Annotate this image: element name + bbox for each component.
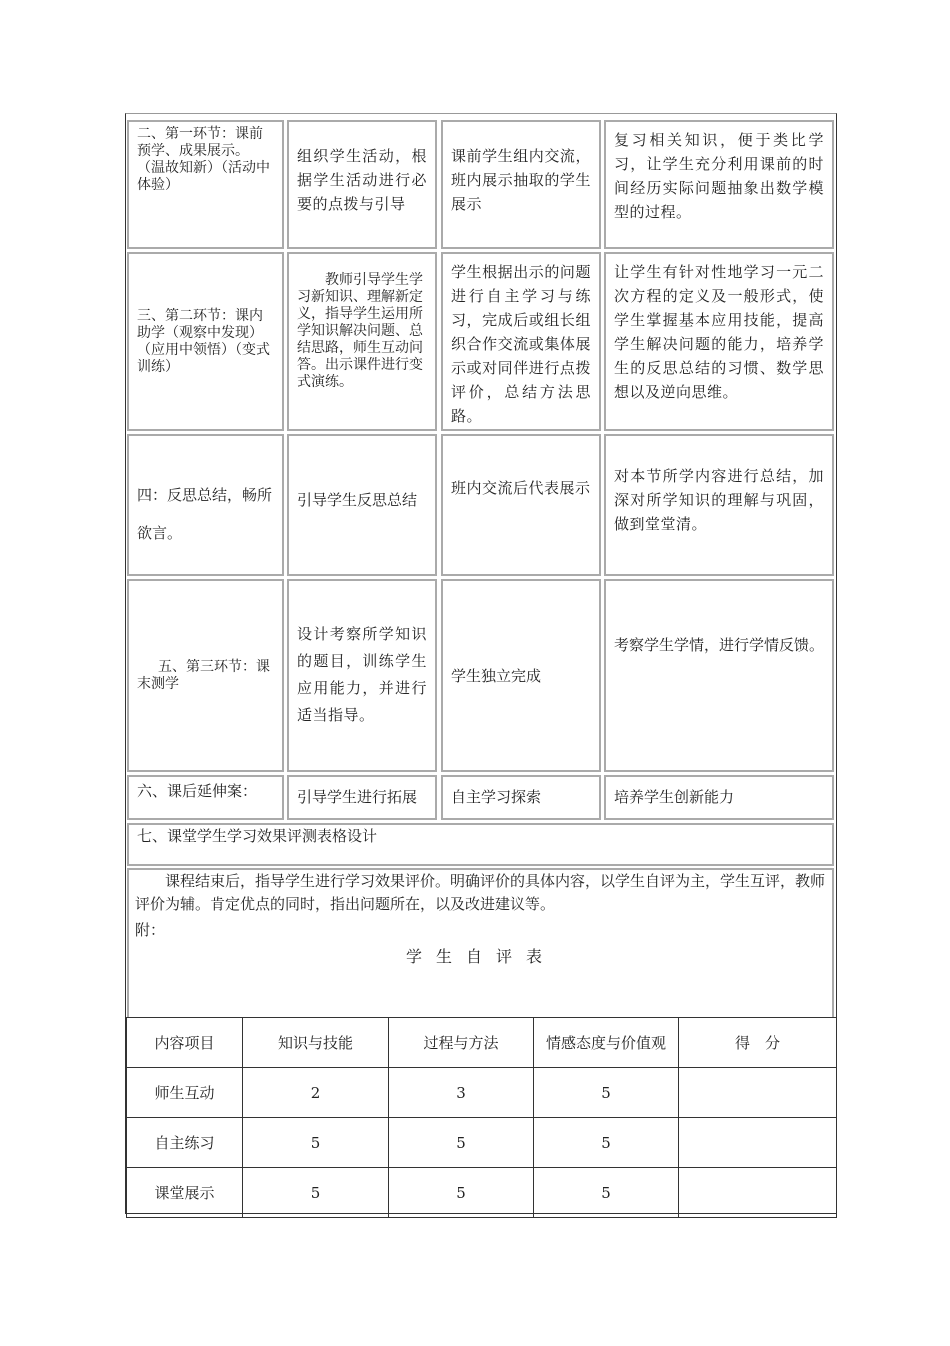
teacher-cell-3: 引导学生反思总结	[287, 434, 437, 576]
self-assessment-table	[126, 1017, 837, 1218]
teacher-cell-4: 设计考察所学知识的题目，训练学生应用能力，并进行适当指导。	[287, 579, 437, 772]
score-value	[679, 1168, 837, 1218]
attitude-value: 5	[534, 1118, 679, 1168]
intent-cell-4: 考察学生学情，进行学情反馈。	[604, 579, 834, 772]
student-cell-3: 班内交流后代表展示	[441, 434, 601, 576]
section7-heading: 七、课堂学生学习效果评测表格设计	[137, 827, 378, 845]
table-row	[127, 1118, 837, 1168]
intent-cell-2: 让学生有针对性地学习一元二次方程的定义及一般形式，使学生掌握基本应用技能，提高学生解决问题的能力，培养学生的反思总结的习惯、数学思想以及逆向思维。	[604, 252, 834, 431]
header-knowledge: 知识与技能	[243, 1018, 389, 1068]
teacher-cell-2: 教师引导学生学习新知识、理解新定义，指导学生运用所学知识解决问题、总结思路，师生互动问答。出示课件进行变式演练。	[287, 252, 437, 431]
attitude-value: 5	[534, 1068, 679, 1118]
row-label: 自主练习	[127, 1118, 243, 1168]
intent-cell-3: 对本节所学内容进行总结，加深对所学知识的理解与巩固，做到堂堂清。	[604, 434, 834, 576]
table-row	[127, 1168, 837, 1218]
appendix-label: 附：	[135, 921, 166, 939]
self-assessment-title: 学生自评表	[405, 947, 556, 966]
stage-cell-1: 二、第一环节：课前预学、成果展示。 （温故知新）（活动中体验）	[127, 120, 284, 249]
process-value: 5	[389, 1118, 534, 1168]
process-value: 5	[389, 1168, 534, 1218]
score-value	[679, 1068, 837, 1118]
student-cell-4	[441, 579, 601, 772]
header-process: 过程与方法	[389, 1018, 534, 1068]
student-cell-1: 课前学生组内交流，班内展示抽取的学生展示	[441, 120, 601, 249]
table-header-row	[127, 1018, 837, 1068]
evaluation-paragraph: 课程结束后，指导学生进行学习效果评价。明确评价的具体内容，以学生自评为主，学生互评，教师评价为辅。肯定优点的同时，指出问题所在，以及改进建议等。	[135, 872, 826, 913]
stage-text-4: 五、第三环节：课末测学	[137, 658, 270, 692]
stage-cell-3: 四：反思总结，畅所欲言。	[127, 434, 284, 576]
score-value	[679, 1118, 837, 1168]
knowledge-value: 5	[243, 1168, 389, 1218]
stage-cell-5: 六、课后延伸案：	[127, 775, 284, 820]
teacher-cell-5: 引导学生进行拓展	[287, 775, 437, 820]
intent-cell-1: 复习相关知识，便于类比学习，让学生充分利用课前的时间经历实际问题抽象出数学模型的过程。	[604, 120, 834, 249]
student-cell-5: 自主学习探索	[441, 775, 601, 820]
table-row	[127, 1068, 837, 1118]
header-item: 内容项目	[127, 1018, 243, 1068]
process-value: 3	[389, 1068, 534, 1118]
student-cell-2: 学生根据出示的问题进行自主学习与练习，完成后或组长组织合作交流或集体展示或对同伴进行点拨评价，总结方法思路。	[441, 252, 601, 431]
teacher-cell-1: 组织学生活动，根据学生活动进行必要的点拨与引导	[287, 120, 437, 249]
row-label: 课堂展示	[127, 1168, 243, 1218]
stage-cell-4	[127, 579, 284, 772]
header-score: 得 分	[679, 1018, 837, 1068]
knowledge-value: 2	[243, 1068, 389, 1118]
knowledge-value: 5	[243, 1118, 389, 1168]
stage-text-2: 三、第二环节：课内助学（观察中发现）（应用中领悟）（变式训练）	[137, 307, 270, 375]
header-attitude: 情感态度与价值观	[534, 1018, 679, 1068]
attitude-value: 5	[534, 1168, 679, 1218]
intent-cell-5: 培养学生创新能力	[604, 775, 834, 820]
stage-cell-2	[127, 252, 284, 431]
section7-heading-box	[127, 823, 834, 866]
row-label: 师生互动	[127, 1068, 243, 1118]
student-text-4: 学生独立完成	[451, 666, 542, 685]
